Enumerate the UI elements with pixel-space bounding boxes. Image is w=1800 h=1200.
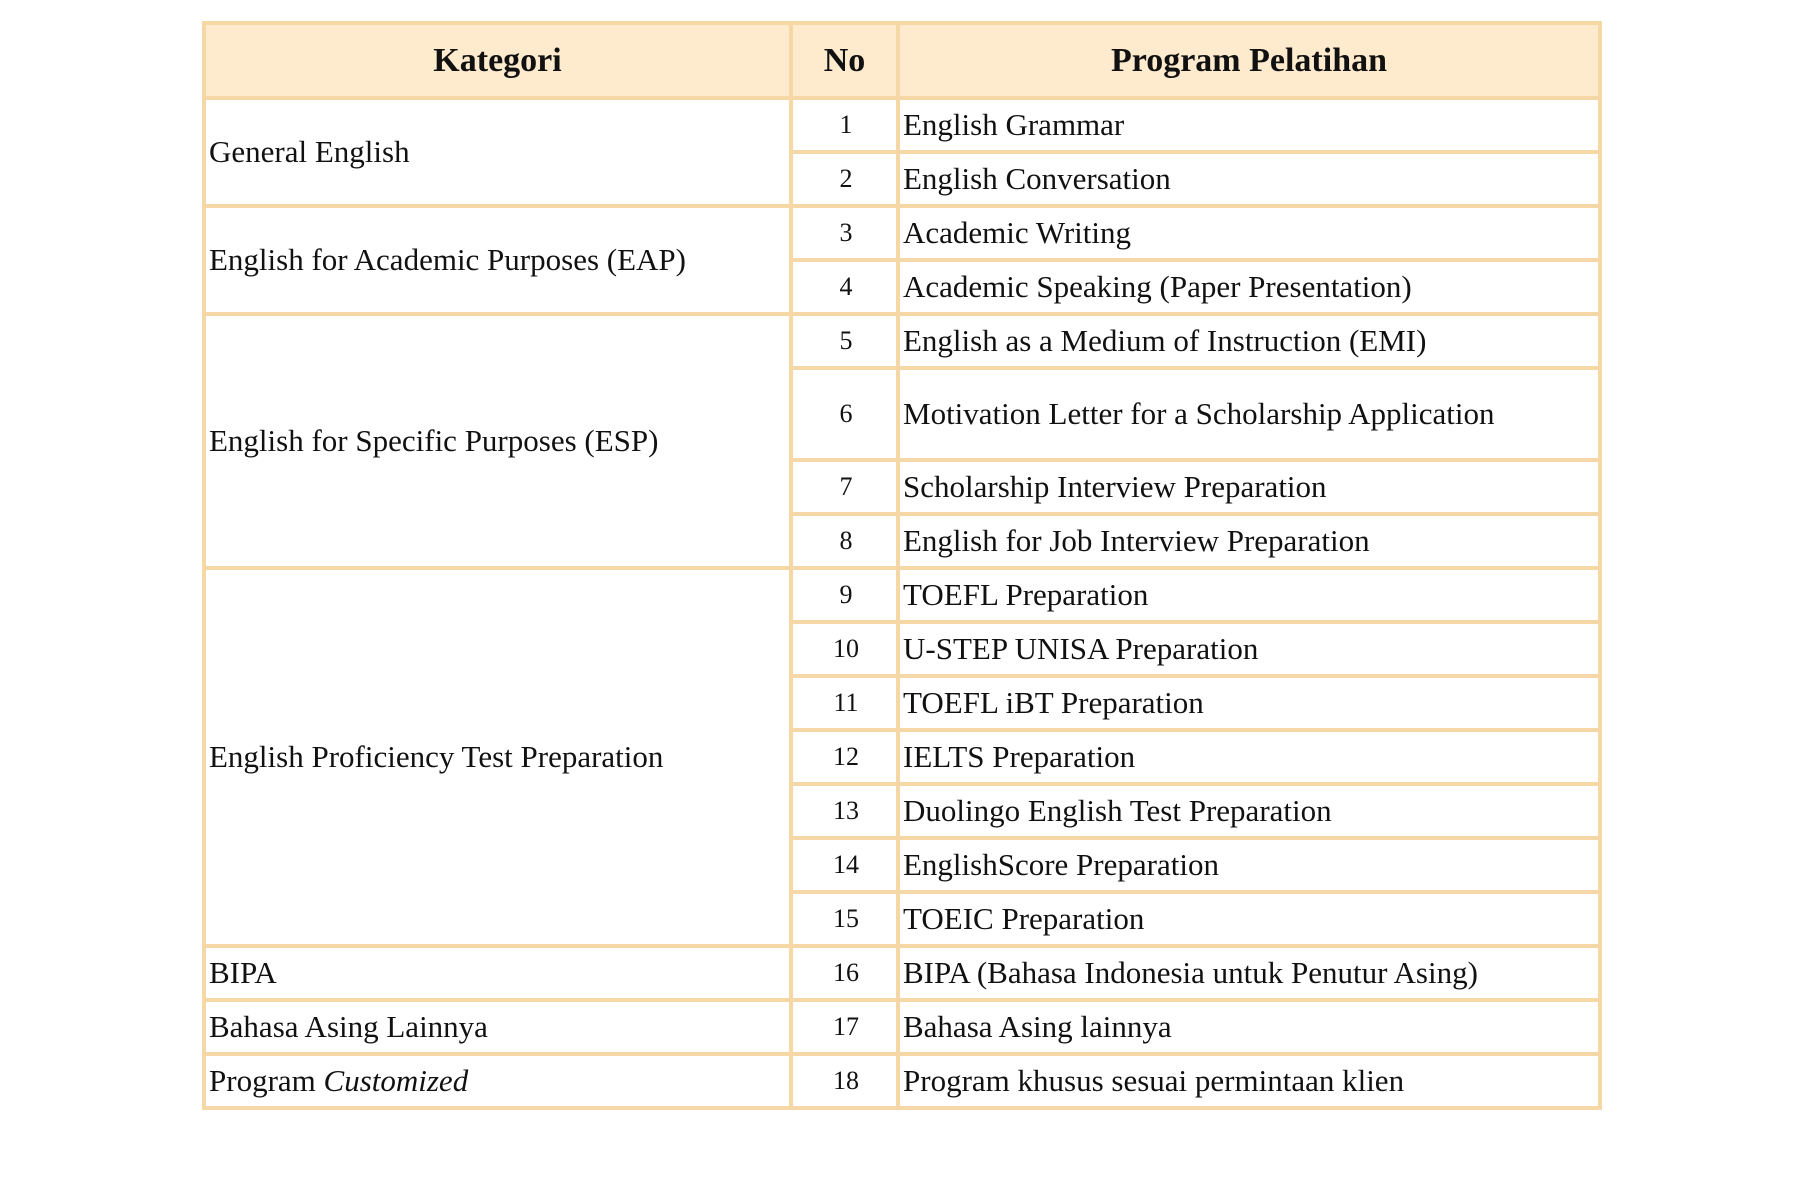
category-eap: English for Academic Purposes (EAP): [204, 206, 791, 314]
category-esp: English for Specific Purposes (ESP): [204, 314, 791, 568]
row-number: 13: [791, 784, 898, 838]
category-program-customized: [204, 1054, 791, 1108]
header-row: [204, 23, 1600, 98]
category-custom-prefix: Program: [209, 1063, 316, 1098]
program-name: Academic Writing: [898, 206, 1600, 260]
row-number: 15: [791, 892, 898, 946]
program-name: English for Job Interview Preparation: [898, 514, 1600, 568]
program-name: Academic Speaking (Paper Presentation): [898, 260, 1600, 314]
category-bahasa-asing: Bahasa Asing Lainnya: [204, 1000, 791, 1054]
training-program-table: [202, 21, 1602, 1110]
row-number: 11: [791, 676, 898, 730]
program-name: TOEFL iBT Preparation: [898, 676, 1600, 730]
program-name: Duolingo English Test Preparation: [898, 784, 1600, 838]
row-number: 3: [791, 206, 898, 260]
program-name: English Conversation: [898, 152, 1600, 206]
row-number: 9: [791, 568, 898, 622]
row-number: 1: [791, 98, 898, 152]
program-name: English Grammar: [898, 98, 1600, 152]
table-row: [204, 568, 1600, 622]
row-number: 8: [791, 514, 898, 568]
table-row: [204, 1000, 1600, 1054]
program-name: EnglishScore Preparation: [898, 838, 1600, 892]
row-number: 16: [791, 946, 898, 1000]
row-number: 18: [791, 1054, 898, 1108]
header-kategori: Kategori: [204, 23, 791, 98]
category-proficiency-test: English Proficiency Test Preparation: [204, 568, 791, 946]
row-number: 5: [791, 314, 898, 368]
program-name: BIPA (Bahasa Indonesia untuk Penutur Asing): [898, 946, 1600, 1000]
row-number: 17: [791, 1000, 898, 1054]
header-no: No: [791, 23, 898, 98]
row-number: 10: [791, 622, 898, 676]
program-name: TOEIC Preparation: [898, 892, 1600, 946]
table-row: [204, 1054, 1600, 1108]
category-bipa: BIPA: [204, 946, 791, 1000]
table-row: [204, 206, 1600, 260]
category-general-english: General English: [204, 98, 791, 206]
category-custom-italic: Customized: [323, 1063, 469, 1098]
program-name: TOEFL Preparation: [898, 568, 1600, 622]
program-name: Bahasa Asing lainnya: [898, 1000, 1600, 1054]
table-row: [204, 946, 1600, 1000]
program-name: English as a Medium of Instruction (EMI): [898, 314, 1600, 368]
row-number: 2: [791, 152, 898, 206]
table-row: [204, 314, 1600, 368]
row-number: 7: [791, 460, 898, 514]
program-name: Program khusus sesuai permintaan klien: [898, 1054, 1600, 1108]
row-number: 12: [791, 730, 898, 784]
program-name: Scholarship Interview Preparation: [898, 460, 1600, 514]
program-name: IELTS Preparation: [898, 730, 1600, 784]
table-row: [204, 98, 1600, 152]
program-name: Motivation Letter for a Scholarship Application: [898, 368, 1600, 460]
program-name: U-STEP UNISA Preparation: [898, 622, 1600, 676]
row-number: 6: [791, 368, 898, 460]
header-program: Program Pelatihan: [898, 23, 1600, 98]
row-number: 14: [791, 838, 898, 892]
row-number: 4: [791, 260, 898, 314]
